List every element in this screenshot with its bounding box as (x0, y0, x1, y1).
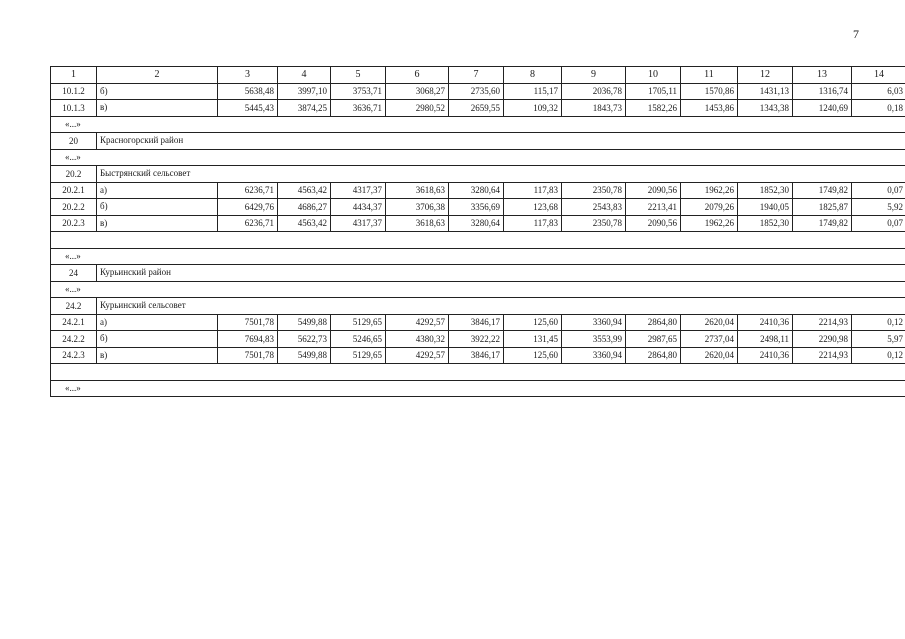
table-row (51, 347, 905, 364)
section-row (51, 166, 905, 183)
section-code: 24.2 (51, 298, 97, 315)
value-cell: 5499,88 (278, 347, 331, 364)
value-cell: 3618,63 (386, 182, 449, 199)
page-number: 7 (853, 27, 859, 41)
ellipsis-cell: «...» (51, 116, 905, 133)
section-row (51, 265, 905, 282)
row-label: в) (97, 100, 218, 117)
value-cell: 4317,37 (331, 182, 386, 199)
section-code: 20.2 (51, 166, 97, 183)
value-cell: 1825,87 (793, 199, 852, 216)
value-cell: 1705,11 (626, 83, 681, 100)
header-cell: 14 (852, 67, 905, 84)
section-title: Красногорский район (97, 133, 905, 150)
value-cell: 5,92 (852, 199, 905, 216)
value-cell: 125,60 (504, 314, 562, 331)
value-cell: 3846,17 (449, 314, 504, 331)
table-row (51, 331, 905, 348)
row-label: а) (97, 314, 218, 331)
blank-cell (51, 364, 905, 381)
value-cell: 117,83 (504, 182, 562, 199)
header-cell: 2 (97, 67, 218, 84)
value-cell: 3997,10 (278, 83, 331, 100)
value-cell: 2735,60 (449, 83, 504, 100)
row-code: 20.2.3 (51, 215, 97, 232)
value-cell: 4434,37 (331, 199, 386, 216)
value-cell: 2864,80 (626, 347, 681, 364)
value-cell: 3280,64 (449, 182, 504, 199)
header-cell: 6 (386, 67, 449, 84)
value-cell: 5622,73 (278, 331, 331, 348)
value-cell: 1852,30 (738, 182, 793, 199)
value-cell: 0,18 (852, 100, 905, 117)
blank-row (51, 364, 905, 381)
section-row (51, 133, 905, 150)
value-cell: 4563,42 (278, 215, 331, 232)
row-code: 24.2.2 (51, 331, 97, 348)
value-cell: 2036,78 (562, 83, 626, 100)
header-cell: 7 (449, 67, 504, 84)
value-cell: 0,07 (852, 215, 905, 232)
value-cell: 2079,26 (681, 199, 738, 216)
value-cell: 6429,76 (218, 199, 278, 216)
value-cell: 2213,41 (626, 199, 681, 216)
value-cell: 1843,73 (562, 100, 626, 117)
value-cell: 0,12 (852, 314, 905, 331)
header-cell: 4 (278, 67, 331, 84)
row-label: в) (97, 347, 218, 364)
section-title: Быстрянский сельсовет (97, 166, 905, 183)
section-row (51, 298, 905, 315)
value-cell: 115,17 (504, 83, 562, 100)
table-body (51, 83, 905, 397)
value-cell: 117,83 (504, 215, 562, 232)
header-cell: 1 (51, 67, 97, 84)
value-cell: 2214,93 (793, 347, 852, 364)
value-cell: 2620,04 (681, 347, 738, 364)
value-cell: 2737,04 (681, 331, 738, 348)
value-cell: 3706,38 (386, 199, 449, 216)
value-cell: 6236,71 (218, 182, 278, 199)
section-code: 20 (51, 133, 97, 150)
row-label: б) (97, 331, 218, 348)
value-cell: 4292,57 (386, 347, 449, 364)
value-cell: 1431,13 (738, 83, 793, 100)
row-code: 20.2.1 (51, 182, 97, 199)
value-cell: 1240,69 (793, 100, 852, 117)
value-cell: 3280,64 (449, 215, 504, 232)
value-cell: 4563,42 (278, 182, 331, 199)
row-label: б) (97, 199, 218, 216)
value-cell: 5638,48 (218, 83, 278, 100)
table-row (51, 182, 905, 199)
header-cell: 13 (793, 67, 852, 84)
row-code: 10.1.2 (51, 83, 97, 100)
value-cell: 4292,57 (386, 314, 449, 331)
value-cell: 7501,78 (218, 347, 278, 364)
value-cell: 1962,26 (681, 215, 738, 232)
value-cell: 3636,71 (331, 100, 386, 117)
value-cell: 109,32 (504, 100, 562, 117)
row-label: б) (97, 83, 218, 100)
blank-cell (51, 232, 905, 249)
value-cell: 2214,93 (793, 314, 852, 331)
section-code: 24 (51, 265, 97, 282)
value-cell: 1343,38 (738, 100, 793, 117)
value-cell: 3846,17 (449, 347, 504, 364)
section-title: Курьинский район (97, 265, 905, 282)
header-cell: 5 (331, 67, 386, 84)
value-cell: 2410,36 (738, 347, 793, 364)
value-cell: 3922,22 (449, 331, 504, 348)
value-cell: 2410,36 (738, 314, 793, 331)
value-cell: 2350,78 (562, 215, 626, 232)
value-cell: 5129,65 (331, 314, 386, 331)
table-row (51, 100, 905, 117)
value-cell: 4317,37 (331, 215, 386, 232)
table-row (51, 314, 905, 331)
row-label: а) (97, 182, 218, 199)
value-cell: 0,12 (852, 347, 905, 364)
value-cell: 3068,27 (386, 83, 449, 100)
value-cell: 3360,94 (562, 347, 626, 364)
value-cell: 7694,83 (218, 331, 278, 348)
value-cell: 6,03 (852, 83, 905, 100)
value-cell: 1962,26 (681, 182, 738, 199)
value-cell: 5,97 (852, 331, 905, 348)
value-cell: 2290,98 (793, 331, 852, 348)
value-cell: 3618,63 (386, 215, 449, 232)
table-header-row (51, 67, 905, 84)
value-cell: 4380,32 (386, 331, 449, 348)
header-cell: 8 (504, 67, 562, 84)
value-cell: 6236,71 (218, 215, 278, 232)
header-cell: 3 (218, 67, 278, 84)
ellipsis-cell: «...» (51, 149, 905, 166)
tariff-table (50, 66, 905, 397)
ellipsis-cell: «...» (51, 248, 905, 265)
ellipsis-cell: «...» (51, 380, 905, 397)
value-cell: 1453,86 (681, 100, 738, 117)
value-cell: 3356,69 (449, 199, 504, 216)
header-cell: 9 (562, 67, 626, 84)
value-cell: 2864,80 (626, 314, 681, 331)
blank-row (51, 232, 905, 249)
value-cell: 2987,65 (626, 331, 681, 348)
value-cell: 1316,74 (793, 83, 852, 100)
value-cell: 1852,30 (738, 215, 793, 232)
value-cell: 1749,82 (793, 182, 852, 199)
value-cell: 1940,05 (738, 199, 793, 216)
row-code: 20.2.2 (51, 199, 97, 216)
value-cell: 2498,11 (738, 331, 793, 348)
value-cell: 1582,26 (626, 100, 681, 117)
ellipsis-cell: «...» (51, 281, 905, 298)
value-cell: 131,45 (504, 331, 562, 348)
header-cell: 11 (681, 67, 738, 84)
table-row (51, 199, 905, 216)
value-cell: 2090,56 (626, 215, 681, 232)
value-cell: 4686,27 (278, 199, 331, 216)
value-cell: 123,68 (504, 199, 562, 216)
value-cell: 3753,71 (331, 83, 386, 100)
value-cell: 2980,52 (386, 100, 449, 117)
value-cell: 3874,25 (278, 100, 331, 117)
row-code: 24.2.3 (51, 347, 97, 364)
ellipsis-row (51, 116, 905, 133)
value-cell: 2350,78 (562, 182, 626, 199)
value-cell: 0,07 (852, 182, 905, 199)
value-cell: 2090,56 (626, 182, 681, 199)
header-cell: 12 (738, 67, 793, 84)
value-cell: 7501,78 (218, 314, 278, 331)
value-cell: 5445,43 (218, 100, 278, 117)
value-cell: 125,60 (504, 347, 562, 364)
table-row (51, 215, 905, 232)
header-cell: 10 (626, 67, 681, 84)
ellipsis-row (51, 149, 905, 166)
value-cell: 2620,04 (681, 314, 738, 331)
value-cell: 1749,82 (793, 215, 852, 232)
ellipsis-row (51, 281, 905, 298)
value-cell: 5246,65 (331, 331, 386, 348)
row-label: в) (97, 215, 218, 232)
value-cell: 5499,88 (278, 314, 331, 331)
row-code: 24.2.1 (51, 314, 97, 331)
value-cell: 3553,99 (562, 331, 626, 348)
ellipsis-row (51, 380, 905, 397)
value-cell: 5129,65 (331, 347, 386, 364)
value-cell: 3360,94 (562, 314, 626, 331)
value-cell: 2543,83 (562, 199, 626, 216)
value-cell: 2659,55 (449, 100, 504, 117)
ellipsis-row (51, 248, 905, 265)
section-title: Курьинский сельсовет (97, 298, 905, 315)
value-cell: 1570,86 (681, 83, 738, 100)
table-row (51, 83, 905, 100)
row-code: 10.1.3 (51, 100, 97, 117)
